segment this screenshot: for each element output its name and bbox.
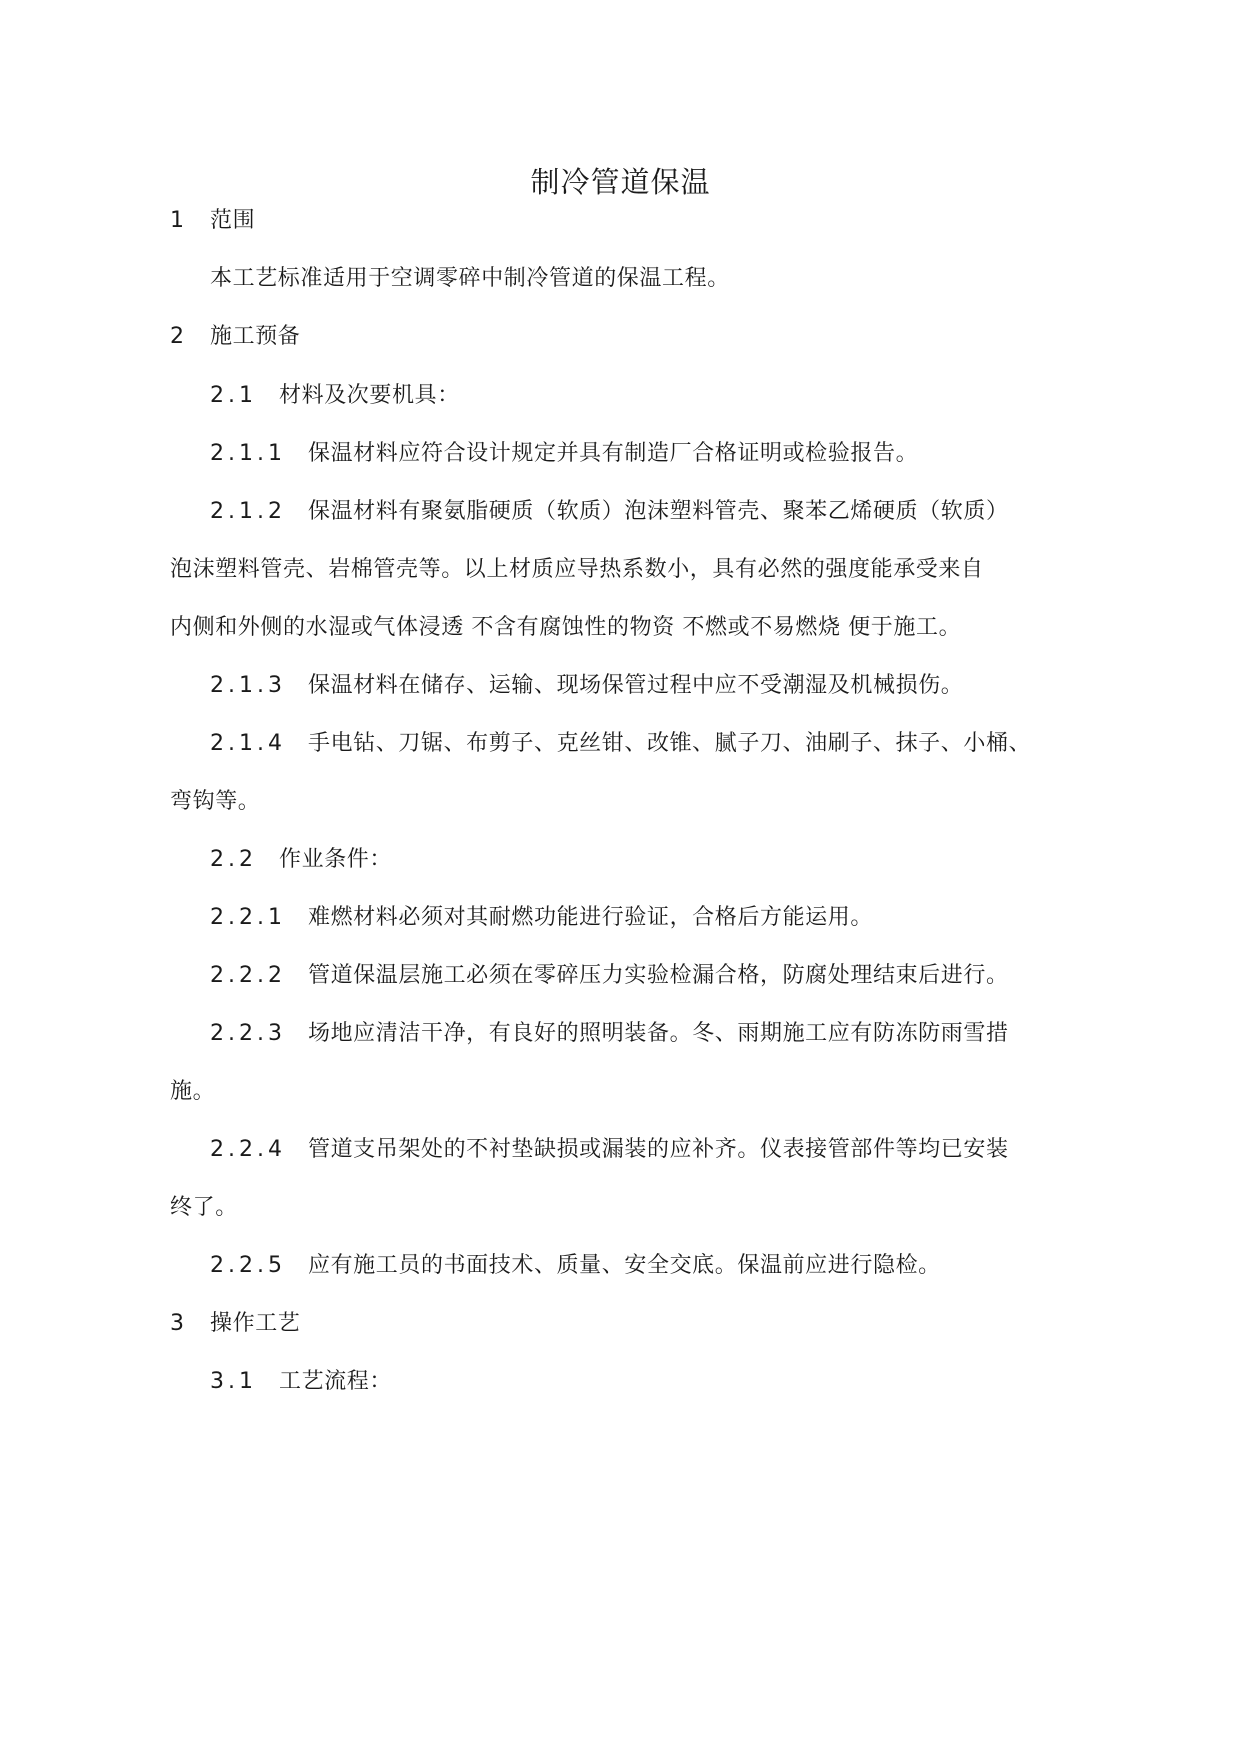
- section-number: 2.1.2: [210, 499, 286, 524]
- section-number: 2.2: [210, 847, 257, 872]
- item-text: 管道保温层施工必须在零碎压力实验检漏合格，防腐处理结束后进行。: [307, 963, 1009, 988]
- section-number: 2.1.3: [210, 673, 286, 698]
- section-number: 2.1.1: [210, 441, 286, 466]
- subsection-2-1: [210, 381, 460, 411]
- item-2-2-4: [210, 1135, 1009, 1165]
- item-text: 难燃材料必须对其耐燃功能进行验证，合格后方能运用。: [307, 905, 873, 930]
- document-title: 制冷管道保温: [530, 165, 711, 199]
- item-2-1-4-continuation: 弯钩等。: [170, 789, 261, 814]
- subsection-2-2: [210, 845, 392, 875]
- item-2-1-1: [210, 439, 918, 469]
- item-2-2-3-continuation: 施。: [170, 1079, 216, 1104]
- paragraph: 本工艺标准适用于空调零碎中制冷管道的保温工程。: [210, 266, 730, 291]
- item-text: 保温材料在储存、运输、现场保管过程中应不受潮湿及机械损伤。: [307, 673, 964, 698]
- item-text: 保温材料有聚氨脂硬质（软质）泡沫塑料管壳、聚苯乙烯硬质（软质）: [307, 499, 1009, 524]
- section-number: 2.2.4: [210, 1137, 286, 1162]
- section-number: 2.2.2: [210, 963, 286, 988]
- section-number: 2.1.4: [210, 731, 286, 756]
- section-number: 2.2.5: [210, 1253, 286, 1278]
- subsection-3-1: [210, 1367, 392, 1397]
- section-number: 2.1: [210, 383, 257, 408]
- item-2-2-5: [210, 1251, 941, 1281]
- section-number: 2: [170, 324, 188, 349]
- section-text: 材料及次要机具：: [279, 383, 460, 408]
- item-2-1-2-continuation: 泡沫塑料管壳、岩棉管壳等。以上材质应导热系数小，具有必然的强度能承受来自: [170, 557, 984, 582]
- item-2-2-1: [210, 903, 873, 933]
- item-2-2-2: [210, 961, 1009, 991]
- item-2-2-4-continuation: 终了。: [170, 1195, 238, 1220]
- section-title: 范围: [210, 208, 256, 233]
- section-3-heading: [170, 1309, 300, 1339]
- section-number: 2.2.1: [210, 905, 286, 930]
- item-text: 应有施工员的书面技术、质量、安全交底。保温前应进行隐检。: [307, 1253, 941, 1278]
- item-2-1-2: [210, 497, 1009, 527]
- section-text: 作业条件：: [279, 847, 393, 872]
- section-number: 1: [170, 208, 188, 233]
- section-number: 2.2.3: [210, 1021, 286, 1046]
- item-2-1-2-continuation: 内侧和外侧的水湿或气体浸透 不含有腐蚀性的物资 不燃或不易燃烧 便于施工。: [170, 615, 962, 640]
- section-number: 3.1: [210, 1369, 257, 1394]
- section-number: 3: [170, 1311, 188, 1336]
- item-text: 保温材料应符合设计规定并具有制造厂合格证明或检验报告。: [307, 441, 919, 466]
- section-text: 工艺流程：: [279, 1369, 393, 1394]
- item-text: 手电钻、刀锯、布剪子、克丝钳、改锥、腻子刀、油刷子、抹子、小桶、: [307, 731, 1032, 756]
- section-2-heading: [170, 322, 300, 352]
- section-title: 操作工艺: [210, 1311, 301, 1336]
- section-1-heading: [170, 206, 255, 236]
- item-2-2-3: [210, 1019, 1009, 1049]
- item-text: 场地应清洁干净，有良好的照明装备。冬、雨期施工应有防冻防雨雪措: [307, 1021, 1009, 1046]
- item-2-1-3: [210, 671, 963, 701]
- item-text: 管道支吊架处的不衬垫缺损或漏装的应补齐。仪表接管部件等均已安装: [307, 1137, 1009, 1162]
- section-title: 施工预备: [210, 324, 301, 349]
- item-2-1-4: [210, 729, 1031, 759]
